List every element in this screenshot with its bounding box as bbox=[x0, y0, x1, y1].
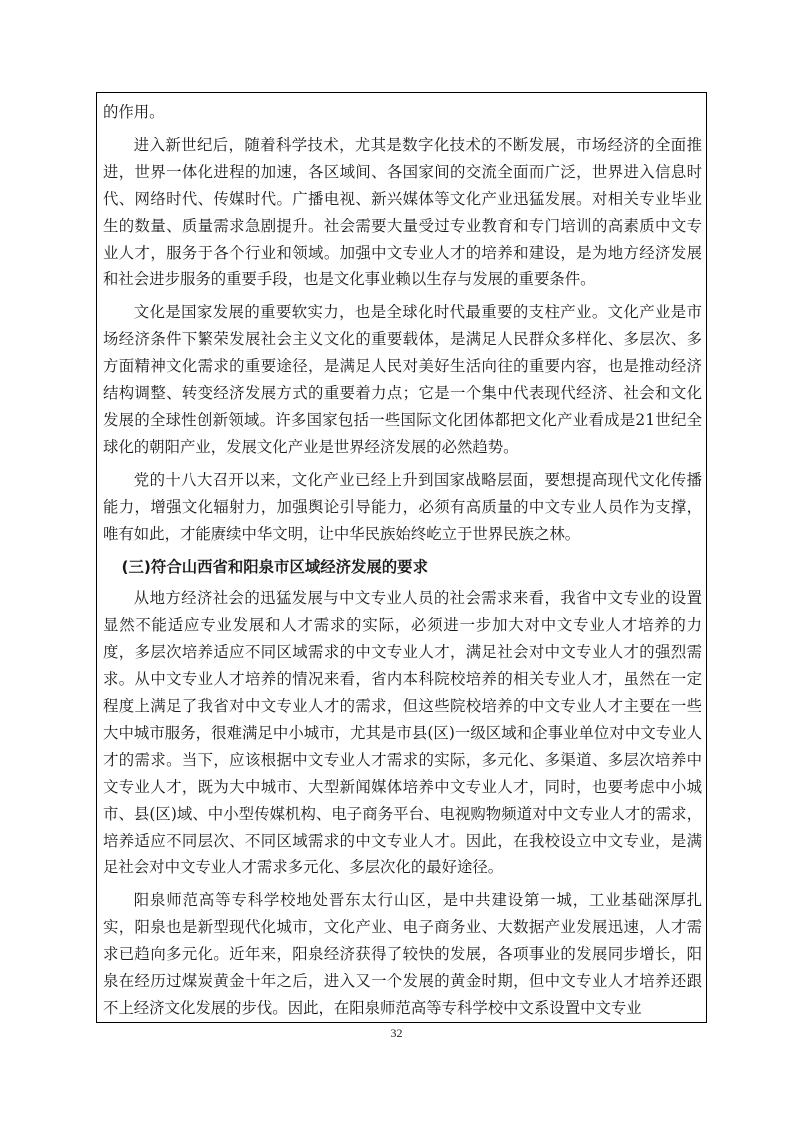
paragraph-culture-soft-power: 文化是国家发展的重要软实力，也是全球化时代最重要的支柱产业。文化产业是市场经济条件下繁荣发展社会主义文化的重要载体，是满足人民群众多样化、多层次、多方面精神文化需求的重要途径，是满足人民对美好生活向往的重要内容，也是推动经济结构调整、转变经济发展方式的重要着力点；它是一个集中代表现代经济、社会和文化发展的全球性创新领域。许多国家包括一些国际文化团体都把文化产业看成是21世纪全球化的朝阳产业，发展文化产业是世界经济发展的必然趋势。 bbox=[103, 303, 702, 456]
section-heading: (三)符合山西省和阳泉市区域经济发展的要求 bbox=[121, 557, 428, 576]
paragraph-yangquan: 阳泉师范高等专科学校地处晋东太行山区，是中共建设第一城，工业基础深厚扎实，阳泉也是新型现代化城市，文化产业、电子商务业、大数据产业发展迅速，人才需求已趋向多元化。近年来，阳泉经济获得了较快的发展，各项事业的发展同步增长，阳泉在经历过煤炭黄金十年之后，进入又一个发展的黄金时期，但中文专业人才培养还跟不上经济文化发展的步伐。因此，在阳泉师范高等专科学校中文系设置中文专业 bbox=[103, 891, 702, 1017]
paragraph-regional-demand: 从地方经济社会的迅猛发展与中文专业人员的社会需求来看，我省中文专业的设置显然不能适应专业发展和人才需求的实际，必须进一步加大对中文专业人才培养的力度，多层次培养适应不同区域需求的中文专业人才，满足社会对中文专业人才的强烈需求。从中文专业人才培养的情况来看，省内本科院校培养的相关专业人才，虽然在一定程度上满足了我省对中文专业人才的需求，但这些院校培养的中文专业人才主要在一些大中城市服务，很难满足中小城市，尤其是市县(区)一级区域和企事业单位对中文专业人才的需求。当下，应该根据中文专业人才需求的实际，多元化、多渠道、多层次培养中文专业人才，既为大中城市、大型新闻媒体培养中文专业人才，同时，也要考虑中小城市、县(区)域、中小型传媒机构、电子商务平台、电视购物频道对中文专业人才的需求，培养适应不同层次、不同区域需求的中文专业人才。因此，在我校设立中文专业，是满足社会对中文专业人才需求多元化、多层次化的最好途径。 bbox=[103, 589, 702, 877]
paragraph-new-century: 进入新世纪后，随着科学技术，尤其是数字化技术的不断发展，市场经济的全面推进，世界一体化进程的加速，各区域间、各国家间的交流全面而广泛，世界进入信息时代、网络时代、传媒时代。广播电视、新兴媒体等文化产业迅猛发展。对相关专业毕业生的数量、质量需求急剧提升。社会需要大量受过专业教育和专门培训的高素质中文专业人才，服务于各个行业和领域。加强中文专业人才的培养和建设，是为地方经济发展和社会进步服务的重要手段，也是文化事业赖以生存与发展的重要条件。 bbox=[103, 135, 702, 289]
paragraph-eighteenth-congress: 党的十八大召开以来，文化产业已经上升到国家战略层面，要想提高现代文化传播能力，增强文化辐射力，加强舆论引导能力，必须有高质量的中文专业人员作为支撑，唯有如此，才能赓续中华文明，让中华民族始终屹立于世界民族之林。 bbox=[103, 470, 702, 543]
document-body bbox=[103, 99, 702, 1023]
paragraph-continuation: 的作用。 bbox=[103, 103, 165, 121]
document-frame bbox=[96, 92, 707, 1023]
page-number: 32 bbox=[390, 1026, 403, 1040]
